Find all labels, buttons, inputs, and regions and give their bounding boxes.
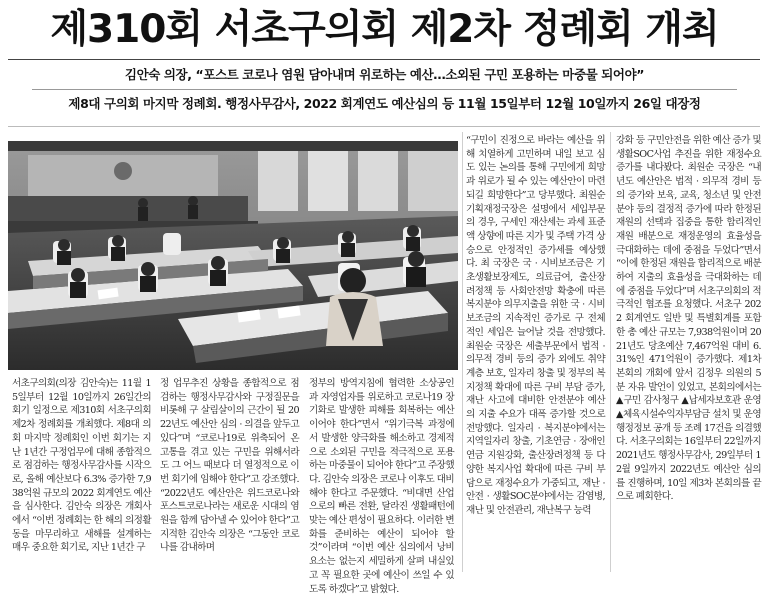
article-column-3-upper bbox=[466, 134, 605, 573]
column-divider bbox=[462, 132, 463, 572]
article-column-1 bbox=[12, 377, 151, 573]
headline-divider bbox=[8, 59, 760, 60]
subheadline-quote: 김안숙 의장, “포스트 코로나 염원 담아내며 위로하는 예산…소외된 구민 포용하는 마중물 되어야” bbox=[124, 67, 645, 82]
article-column-2 bbox=[160, 377, 299, 573]
council-chamber-illustration bbox=[8, 141, 458, 370]
article-column-2-text: 정 업무추진 상황을 종합적으로 점검하는 행정사무감사와 구정질문을 비롯해 구 살림살이의 근간이 될 2022년도 예산안 심의 · 의결을 앞두고 있다”며 “코로나19로 위축되어 온 고통을 겪고 있는 구민을 위해서라도 그 어느 때보다 더 열정적으로 이번 회기에 임해야 한다”고 강조했다. “2022년도 예산안은 위드코로나와 포스트코로나라는 새로운 시대의 염원을 함께 담아낼 수 있어야 한다”고 지적한 김안숙 의장은 “그동안 코로나를 감내하며 bbox=[160, 378, 299, 554]
subheadline-divider bbox=[32, 89, 737, 90]
council-chamber-photo bbox=[8, 141, 458, 370]
header-bottom-divider bbox=[8, 126, 760, 127]
subheadline-summary: 제8대 구의회 마지막 정례회. 행정사무감사, 2022 회계연도 예산심의 등 11월 15일부터 12월 10일까지 26일 대장정 bbox=[68, 96, 701, 111]
article-column-4-text: 강화 등 구민안전을 위한 예산 증가 및 생활SOC사업 추진을 위한 재정수요 증가를 내다봤다. 최원순 국장은 “내년도 예산안은 법적 · 의무적 경비 등의 증가와 보육, 교육, 청소년 및 안전분야 등의 결정적 증가에 따라 한정된 재원의 선택과 집중을 통한 합리적인 재원 배분으로 재정운영의 효율성을 극대화하는 데에 중점을 두었다”면서 “이에 한정된 재원을 합리적으로 배분하여 지출의 효율성을 극대화하는 데에 중점을 두었다”며 서초구의회의 적극적인 협조를 요청했다. 서초구 2022 회계연도 일반 및 특별회계를 포함한 총 예산 규모는 7,938억원이며 2021년도 당초예산 7,467억원 대비 6.31%인 471억원이 증가했다. 제1차 본회의 개회에 앞서 김정우 의원의 5분 자유 발언이 있었고, 본회의에서는 ▲구민 감사청구 ▲납세자보호관 운영 ▲체육시설수익자부담금 설치 및 운영 행정정보 공개 등 조례 17건을 의결했다. 서초구의회는 16일부터 22일까지 2021년도 행정사무감사, 29일부터 12월 9일까지 2022년도 예산안 심의를 진행하며, 10일 제3차 본회의를 끝으로 폐회한다. bbox=[616, 135, 761, 503]
article-column-3-upper-text: “구민이 진정으로 바라는 예산을 위해 치열하게 고민하며 내일 보고 심도 있는 논의를 통해 구민에게 희망과 위로가 될 수 있는 예산안이 마련되길 희망한다”고 당부했다. 최원순 기획재정국장은 설명에서 세입부문의 경우, 구세인 재산세는 과세 표준액 상향에 따른 지가 및 주택 가격 상승으로 안정적인 증가세를 예상했다. 최 국장은 국 · 시비보조금은 기초생활보장제도, 의료급여, 출산장려정책 등 사회안전망 확충에 따른 복지분야 의무지출을 위한 국 · 시비보조금의 지속적인 증가로 구 전체적인 세입은 늘어날 것을 전망했다. 최원순 국장은 세출부문에서 법적 · 의무적 경비 등의 증가 외에도 취약계층 보호, 일자리 창출 및 정부의 복지정책 확대에 따른 구비 부담 증가, 재난 사고에 대비한 안전분야 예산의 지출 수요가 대폭 증가할 것으로 전망했다. 일자리 · 복지분야에서는 지역일자리 창출, 기초연금 · 장애인연금 지원강화, 출산장려정책 등 다양한 복지사업 확대에 따른 구비 부담으로 재정수요가 가중되고, 재난 · 안전 · 생활SOC분야에서는 감염병, 재난 및 안전관리, 재난복구 능력 bbox=[466, 135, 605, 516]
article-column-4 bbox=[616, 134, 761, 573]
article-column-3-lower bbox=[309, 377, 454, 595]
article-column-1-text: 서초구의회(의장 김안숙)는 11월 15일부터 12월 10일까지 26일간의 회기 일정으로 제310회 서초구의회 제2차 정례회를 개최했다. 제8대 의회 마지막 정례회인 이번 회기는 지난 1년간 구정업무에 대해 종합적으로 점검하는 행정사무감사를 시작으로, 올해 예산보다 6.3% 증가한 7,938억원 규모의 2022 회계연도 예산을 심사한다. 김안숙 의장은 개회사에서 “이번 정례회는 한 해의 의정활동을 마무리하고 새해를 설계하는 매우 중요한 회기로, 지난 1년간 구 bbox=[12, 378, 151, 554]
article-column-3-lower-text: 정부의 방역지침에 협력한 소상공인과 자영업자를 위로하고 코로나19 장기화로 발생한 피해를 회복하는 예산이어야 한다”면서 “위기극복 과정에서 발생한 양극화를 해소하고 경제적으로 소외된 구민을 적극적으로 포용하는 마중물이 되어야 한다”고 주장했다. 김안숙 의장은 코로나 이후도 대비해야 한다고 주문했다. “비대면 산업으로의 빠른 전환, 달라진 생활패턴에 맞는 예산 편성이 필요하다. 이러한 변화를 준비하는 예산이 되어야 할 것”이라며 “이번 예산 심의에서 낭비요소는 없는지 세밀하게 살펴 내실있고 꼭 필요한 곳에 예산이 쓰일 수 있도록 하겠다”고 밝혔다. bbox=[309, 378, 454, 595]
headline: 제310회 서초구의회 제2차 정례회 개최 bbox=[50, 7, 719, 52]
column-divider bbox=[610, 132, 611, 572]
